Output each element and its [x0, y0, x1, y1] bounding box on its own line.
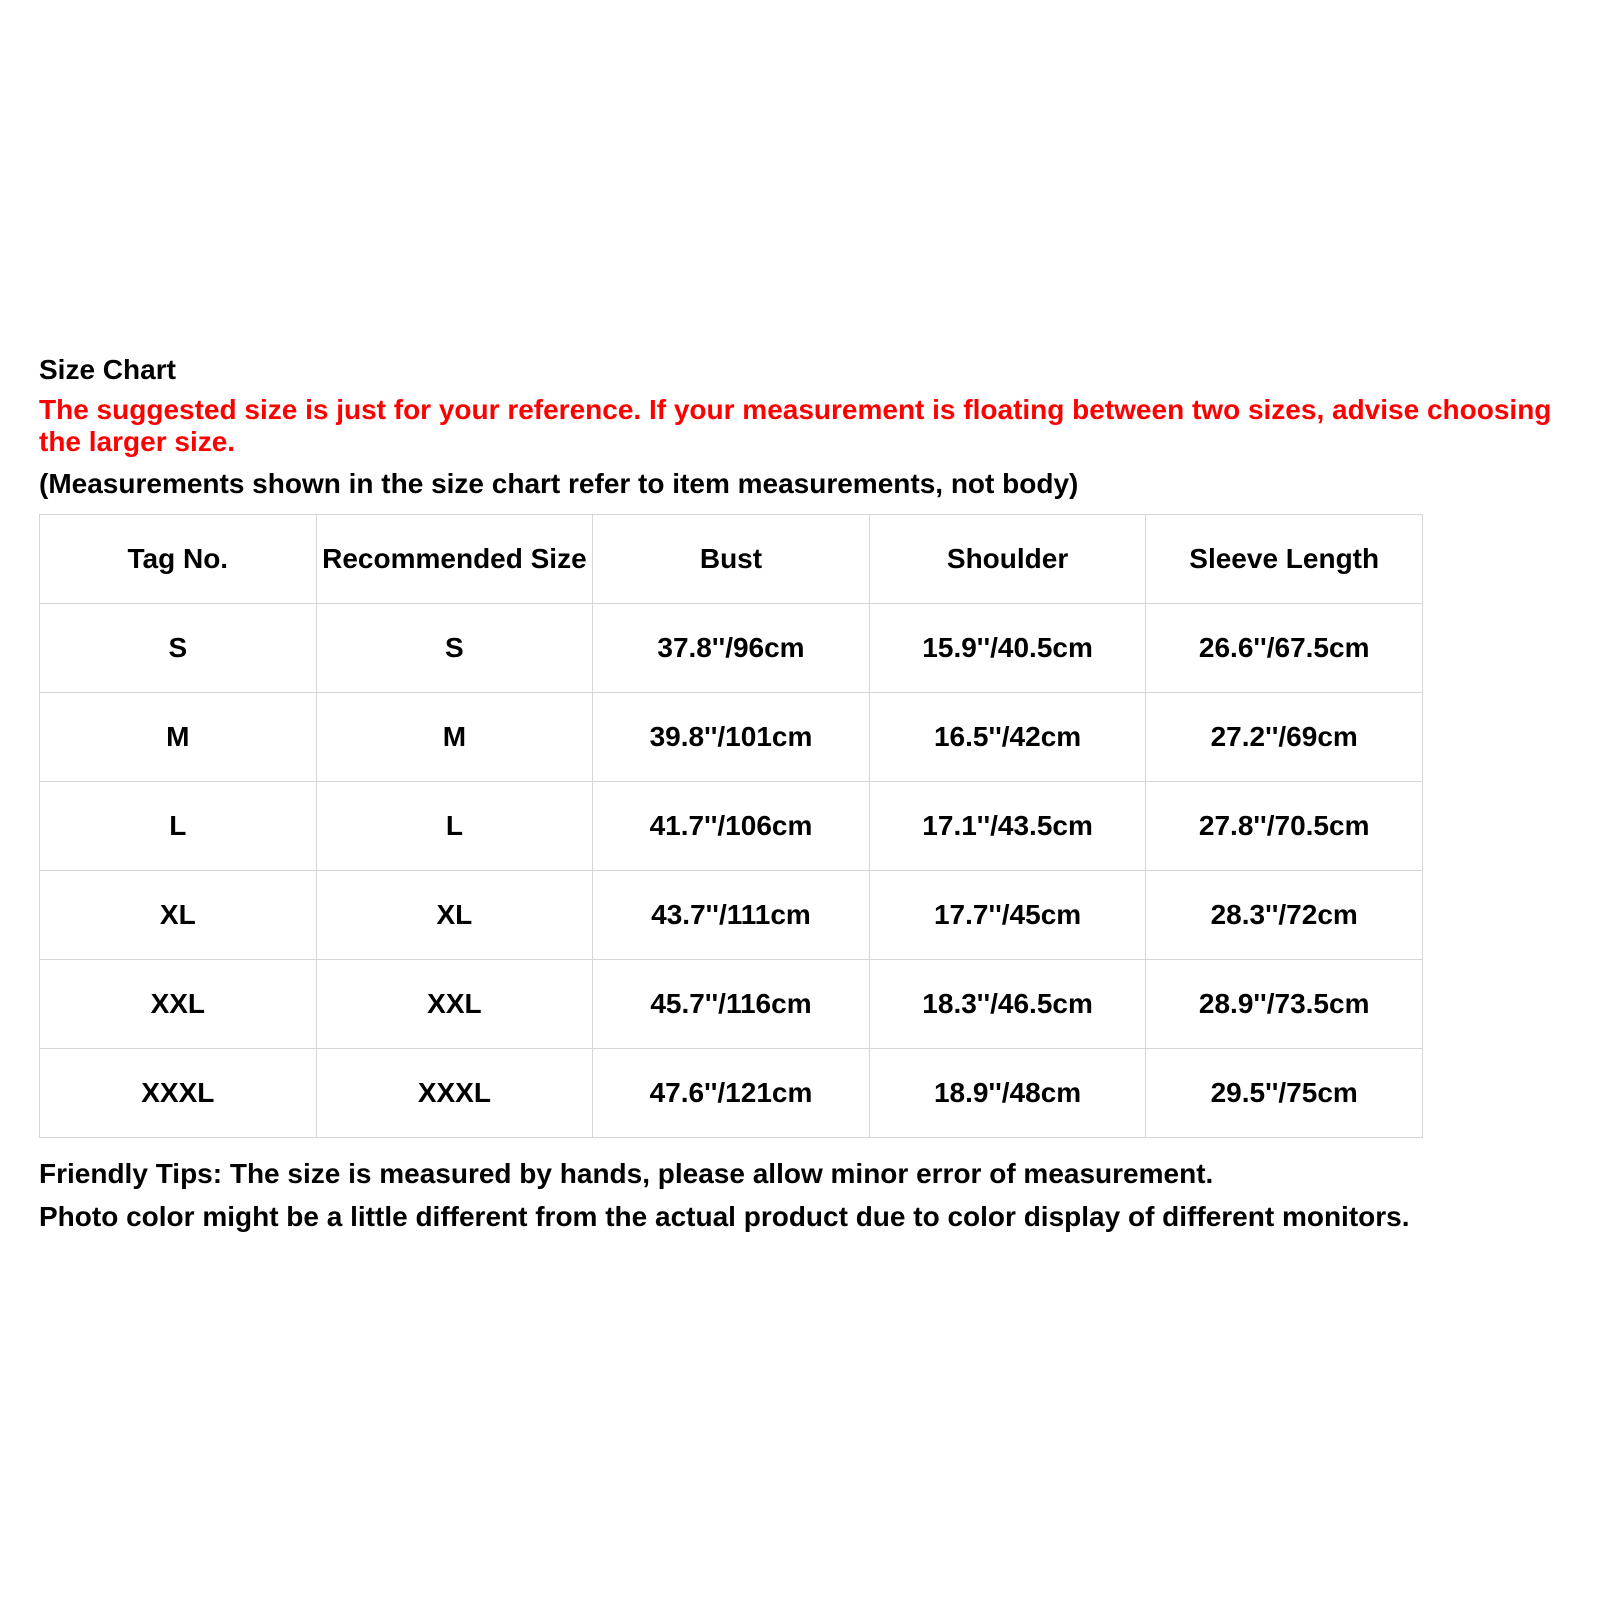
cell-shoulder: 18.9''/48cm	[869, 1049, 1146, 1138]
cell-bust: 41.7''/106cm	[593, 782, 870, 871]
cell-bust: 37.8''/96cm	[593, 604, 870, 693]
page-title: Size Chart	[39, 354, 176, 385]
cell-shoulder: 17.7''/45cm	[869, 871, 1146, 960]
table-header-row	[40, 515, 1423, 604]
cell-recommended-size: XXL	[316, 960, 593, 1049]
table-row	[40, 604, 1423, 693]
cell-sleeve-length: 28.9''/73.5cm	[1146, 960, 1423, 1049]
header-sleeve-length: Sleeve Length	[1146, 515, 1423, 604]
tips-section	[39, 1152, 1579, 1238]
header-recommended-size: Recommended Size	[316, 515, 593, 604]
cell-bust: 39.8''/101cm	[593, 693, 870, 782]
cell-sleeve-length: 27.2''/69cm	[1146, 693, 1423, 782]
header-shoulder: Shoulder	[869, 515, 1146, 604]
cell-tag-no: L	[40, 782, 317, 871]
friendly-tip: Friendly Tips: The size is measured by hands, please allow minor error of measurement.	[39, 1158, 1214, 1189]
measurement-note: (Measurements shown in the size chart refer to item measurements, not body)	[39, 468, 1079, 499]
table-row	[40, 871, 1423, 960]
cell-sleeve-length: 26.6''/67.5cm	[1146, 604, 1423, 693]
size-table	[39, 514, 1423, 1138]
cell-shoulder: 17.1''/43.5cm	[869, 782, 1146, 871]
header-bust: Bust	[593, 515, 870, 604]
cell-tag-no: XL	[40, 871, 317, 960]
cell-bust: 47.6''/121cm	[593, 1049, 870, 1138]
cell-tag-no: XXXL	[40, 1049, 317, 1138]
cell-recommended-size: S	[316, 604, 593, 693]
table-row	[40, 960, 1423, 1049]
cell-shoulder: 16.5''/42cm	[869, 693, 1146, 782]
table-row	[40, 693, 1423, 782]
cell-bust: 43.7''/111cm	[593, 871, 870, 960]
color-disclaimer: Photo color might be a little different from the actual product due to color display of different monitors.	[39, 1201, 1410, 1232]
cell-tag-no: S	[40, 604, 317, 693]
cell-tag-no: XXL	[40, 960, 317, 1049]
cell-recommended-size: L	[316, 782, 593, 871]
table-row	[40, 782, 1423, 871]
cell-recommended-size: XXXL	[316, 1049, 593, 1138]
cell-sleeve-length: 27.8''/70.5cm	[1146, 782, 1423, 871]
cell-sleeve-length: 28.3''/72cm	[1146, 871, 1423, 960]
header-tag-no: Tag No.	[40, 515, 317, 604]
cell-tag-no: M	[40, 693, 317, 782]
cell-bust: 45.7''/116cm	[593, 960, 870, 1049]
size-chart-page	[39, 350, 1579, 1238]
reference-note: The suggested size is just for your reference. If your measurement is floating between two sizes, advise choosing the larger size.	[39, 394, 1552, 457]
cell-shoulder: 18.3''/46.5cm	[869, 960, 1146, 1049]
cell-shoulder: 15.9''/40.5cm	[869, 604, 1146, 693]
table-row	[40, 1049, 1423, 1138]
cell-sleeve-length: 29.5''/75cm	[1146, 1049, 1423, 1138]
cell-recommended-size: M	[316, 693, 593, 782]
cell-recommended-size: XL	[316, 871, 593, 960]
